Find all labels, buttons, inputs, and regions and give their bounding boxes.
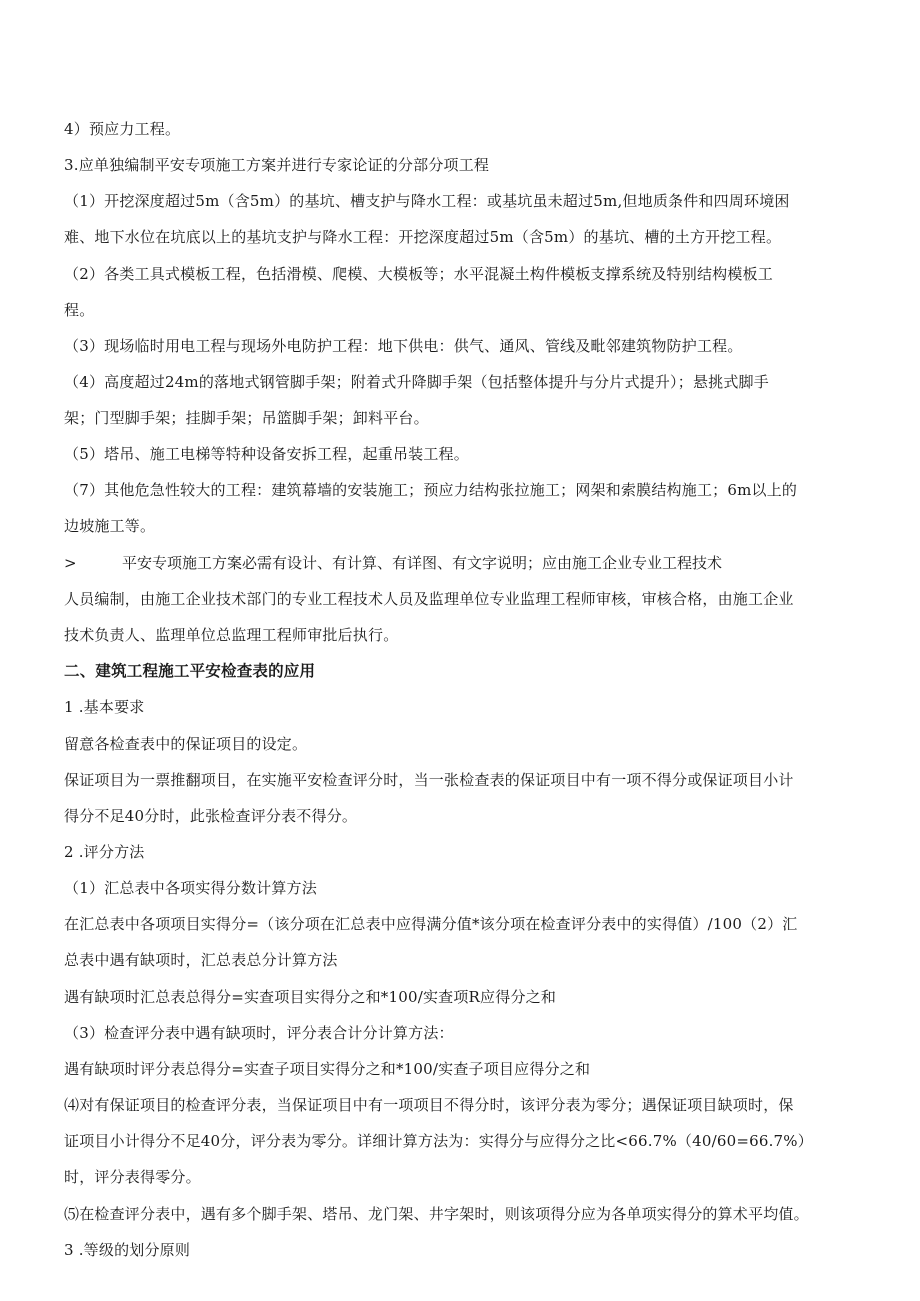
text-line: 难、地下水位在坑底以上的基坑支护与降水工程：开挖深度超过5m（含5m）的基坑、槽的土方开挖工程。: [64, 228, 782, 246]
text-line: 留意各检查表中的保证项目的设定。: [64, 735, 308, 753]
text-line: （2）各类工具式模板工程，色括滑模、爬模、大模板等；水平混凝土构件模板支撑系统及特别结构模板工: [64, 265, 773, 283]
text-line: （3）检查评分表中遇有缺项时，评分表合计分计算方法：: [64, 1024, 454, 1042]
text-line: ⑸在检查评分表中，遇有多个脚手架、塔吊、龙门架、井字架时，则该项得分应为各单项实得分的算术平均值。: [64, 1205, 809, 1223]
subheading: 2 .评分方法: [64, 843, 145, 861]
text-line: 时，评分表得零分。: [64, 1168, 201, 1186]
text-line: 架；门型脚手架；挂脚手架；吊篮脚手架；卸料平台。: [64, 409, 429, 427]
text-line: 遇有缺项时评分表总得分=实查子项目实得分之和*100/实查子项目应得分之和: [64, 1060, 591, 1078]
text-line: 在汇总表中各项项目实得分=（该分项在汇总表中应得满分值*该分项在检查评分表中的实得值）/100（2）汇: [64, 915, 798, 933]
text-line: 遇有缺项时汇总表总得分=实查项目实得分之和*100/实查项R应得分之和: [64, 988, 557, 1006]
bullet-marker: >: [64, 554, 77, 572]
text-line: ⑷对有保证项目的检查评分表，当保证项目中有一项项目不得分时，该评分表为零分；遇保证项目缺项时，保: [64, 1096, 794, 1114]
text-line: 技术负责人、监理单位总监理工程师审批后执行。: [64, 626, 399, 644]
text-line: 3.应单独编制平安专项施工方案并进行专家论证的分部分项工程: [64, 156, 490, 174]
text-line: （4）高度超过24m的落地式钢管脚手架；附着式升降脚手架（包括整体提升与分片式提升）；悬挑式脚手: [64, 373, 769, 391]
text-line: （5）塔吊、施工电梯等特种设备安拆工程，起重吊装工程。: [64, 445, 469, 463]
text-line: （1）开挖深度超过5m（含5m）的基坑、槽支护与降水工程：或基坑虽未超过5m,但地质条件和四周环境困: [64, 192, 790, 210]
bullet-text: 平安专项施工方案必需有设计、有计算、有详图、有文字说明；应由施工企业专业工程技术: [122, 554, 723, 572]
subheading: 3 .等级的划分原则: [64, 1241, 191, 1259]
text-line: （1）汇总表中各项实得分数计算方法: [64, 879, 317, 897]
text-line: （3）现场临时用电工程与现场外电防护工程：地下供电：供气、通风、管线及毗邻建筑物防护工程。: [64, 337, 743, 355]
text-line: 程。: [64, 301, 95, 319]
section-heading: 二、建筑工程施工平安检查表的应用: [64, 662, 316, 680]
subheading: 1 .基本要求: [64, 698, 145, 716]
text-line: 4）预应力工程。: [64, 120, 181, 138]
text-line: 人员编制，由施工企业技术部门的专业工程技术人员及监理单位专业监理工程师审核，审核合格，由施工企业: [64, 590, 794, 608]
text-line: 总表中遇有缺项时，汇总表总分计算方法: [64, 951, 338, 969]
text-line: （7）其他危急性较大的工程：建筑幕墙的安装施工；预应力结构张拉施工；网架和索膜结构施工；6m以上的: [64, 481, 798, 499]
text-line: 边坡施工等。: [64, 517, 156, 535]
text-line: 证项目小计得分不足40分，评分表为零分。详细计算方法为：实得分与应得分之比<66.7%（40/60=66.7%）: [64, 1132, 813, 1150]
text-line: 得分不足40分时，此张检查评分表不得分。: [64, 807, 358, 825]
text-line: 保证项目为一票推翻项目，在实施平安检查评分时，当一张检查表的保证项目中有一项不得分或保证项目小计: [64, 771, 794, 789]
